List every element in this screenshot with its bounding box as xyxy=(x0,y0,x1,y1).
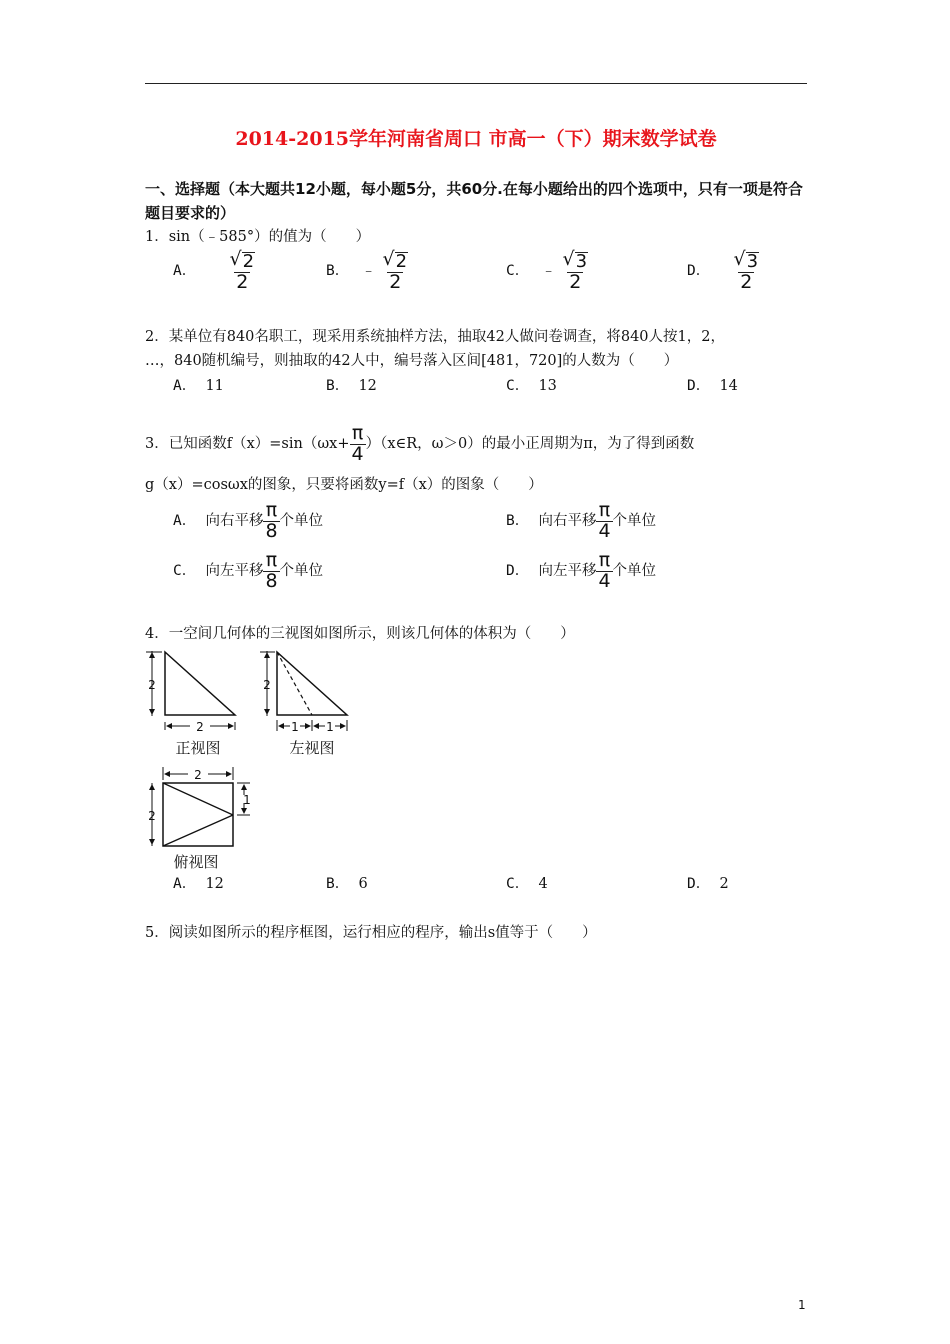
numerator: π xyxy=(265,549,278,571)
option-pre: 向左平移 xyxy=(205,563,264,579)
radical-fraction: √ 2 2 xyxy=(382,248,408,293)
option-label: B． xyxy=(506,513,530,529)
denominator: 4 xyxy=(598,520,611,542)
denominator: 2 xyxy=(740,271,753,293)
option-label: A． xyxy=(173,263,197,279)
q1-option-d xyxy=(687,250,761,292)
option-value: 12 xyxy=(205,876,224,892)
three-view-figure xyxy=(140,645,360,875)
option-post: 个单位 xyxy=(612,513,657,529)
side-seg1-label: 1 xyxy=(291,720,299,734)
q3-fraction xyxy=(350,424,366,464)
side-view xyxy=(260,651,347,757)
denominator: 8 xyxy=(265,520,278,542)
option-value: 4 xyxy=(538,876,548,892)
q2-option-b xyxy=(326,375,377,397)
radical-fraction: √ 3 2 xyxy=(733,248,759,293)
option-label: D． xyxy=(506,563,530,579)
front-view xyxy=(146,651,235,757)
page-number: 1 xyxy=(798,1298,806,1312)
q4-option-d xyxy=(687,873,729,895)
radicand: 3 xyxy=(746,251,759,272)
denominator: 8 xyxy=(265,570,278,592)
top-view xyxy=(148,767,251,871)
option-label: D． xyxy=(687,263,711,279)
option-label: B． xyxy=(326,876,350,892)
q3-option-c xyxy=(173,551,323,591)
option-value: 12 xyxy=(358,378,377,394)
q3-stem-pre: 3．已知函数f（x）=sin（ωx+ xyxy=(145,436,350,452)
option-fraction xyxy=(596,501,612,541)
side-height-label: 2 xyxy=(263,678,271,692)
denominator: 4 xyxy=(351,443,364,465)
question-1-stem: 1．sin（﹣585°）的值为（ ） xyxy=(145,229,371,245)
q3-stem-post: ）（x∈R，ω＞0）的最小正周期为π，为了得到函数 xyxy=(365,436,695,452)
option-value: 14 xyxy=(719,378,738,394)
question-5-stem: 5．阅读如图所示的程序框图，运行相应的程序，输出s值等于（ ） xyxy=(145,925,597,941)
radical-fraction: √ 2 2 xyxy=(229,248,255,293)
front-view-triangle xyxy=(165,652,235,715)
question-2-line2: …，840随机编号，则抽取的42人中，编号落入区间[481，720]的人数为（ ） xyxy=(145,353,679,369)
q3-option-a xyxy=(173,501,323,541)
option-value: 11 xyxy=(205,378,224,394)
q1-option-b xyxy=(326,250,410,292)
option-fraction xyxy=(263,551,279,591)
exam-title: 2014-2015学年河南省周口 市高一（下）期末数学试卷 xyxy=(235,128,717,150)
q2-option-c xyxy=(506,375,557,397)
front-height-label: 2 xyxy=(148,678,156,692)
option-post: 个单位 xyxy=(279,563,324,579)
option-sign: ﹣ xyxy=(361,263,376,279)
option-post: 个单位 xyxy=(279,513,324,529)
numerator: π xyxy=(598,499,611,521)
option-post: 个单位 xyxy=(612,563,657,579)
option-fraction xyxy=(263,501,279,541)
side-view-hidden-edge xyxy=(277,652,312,715)
option-label: A． xyxy=(173,876,197,892)
numerator: π xyxy=(351,422,364,444)
q1-option-c xyxy=(506,250,590,292)
q2-option-d xyxy=(687,375,738,397)
question-4-stem: 4．一空间几何体的三视图如图所示，则该几何体的体积为（ ） xyxy=(145,626,575,642)
q4-option-b xyxy=(326,873,368,895)
top-right-label: 1 xyxy=(243,793,251,807)
option-label: A． xyxy=(173,513,197,529)
option-label: C． xyxy=(506,876,530,892)
denominator: 4 xyxy=(598,570,611,592)
radicand: 3 xyxy=(575,251,588,272)
q2-option-a xyxy=(173,375,224,397)
q1-option-a xyxy=(173,250,257,292)
option-label: B． xyxy=(326,378,350,394)
side-view-caption: 左视图 xyxy=(289,739,335,757)
q4-option-a xyxy=(173,873,224,895)
option-pre: 向右平移 xyxy=(538,513,597,529)
q3-option-b xyxy=(506,501,656,541)
option-value: 2 xyxy=(719,876,729,892)
option-value: 6 xyxy=(358,876,368,892)
option-label: D． xyxy=(687,876,711,892)
question-3-line2: g（x）=cosωx的图象，只要将函数y=f（x）的图象（ ） xyxy=(145,477,543,493)
top-height-label: 2 xyxy=(148,809,156,823)
option-label: C． xyxy=(173,563,197,579)
denominator: 2 xyxy=(236,271,249,293)
option-sign: ﹣ xyxy=(541,263,556,279)
top-view-rectangle xyxy=(163,783,233,846)
top-width-label: 2 xyxy=(194,768,202,782)
question-2-line1: 2．某单位有840名职工，现采用系统抽样方法，抽取42人做问卷调查，将840人按1，2， xyxy=(145,329,725,345)
numerator: π xyxy=(265,499,278,521)
q4-option-c xyxy=(506,873,548,895)
option-label: A． xyxy=(173,378,197,394)
option-fraction xyxy=(596,551,612,591)
header-rule xyxy=(145,83,807,84)
option-pre: 向右平移 xyxy=(205,513,264,529)
radicand: 2 xyxy=(395,251,408,272)
front-view-caption: 正视图 xyxy=(175,739,221,757)
q3-option-d xyxy=(506,551,656,591)
numerator: π xyxy=(598,549,611,571)
section-heading: 一、选择题（本大题共12小题，每小题5分，共60分.在每小题给出的四个选项中，只有一项是符合题目要求的） xyxy=(145,180,803,222)
side-view-triangle xyxy=(277,652,347,715)
denominator: 2 xyxy=(569,271,582,293)
side-seg2-label: 1 xyxy=(326,720,334,734)
option-label: D． xyxy=(687,378,711,394)
top-view-caption: 俯视图 xyxy=(173,853,219,871)
front-width-label: 2 xyxy=(196,720,204,734)
option-value: 13 xyxy=(538,378,557,394)
option-label: C． xyxy=(506,263,530,279)
option-label: B． xyxy=(326,263,350,279)
option-label: C． xyxy=(506,378,530,394)
denominator: 2 xyxy=(389,271,402,293)
radical-fraction: √ 3 2 xyxy=(562,248,588,293)
radicand: 2 xyxy=(242,251,255,272)
question-3-line1 xyxy=(145,424,694,464)
option-pre: 向左平移 xyxy=(538,563,597,579)
